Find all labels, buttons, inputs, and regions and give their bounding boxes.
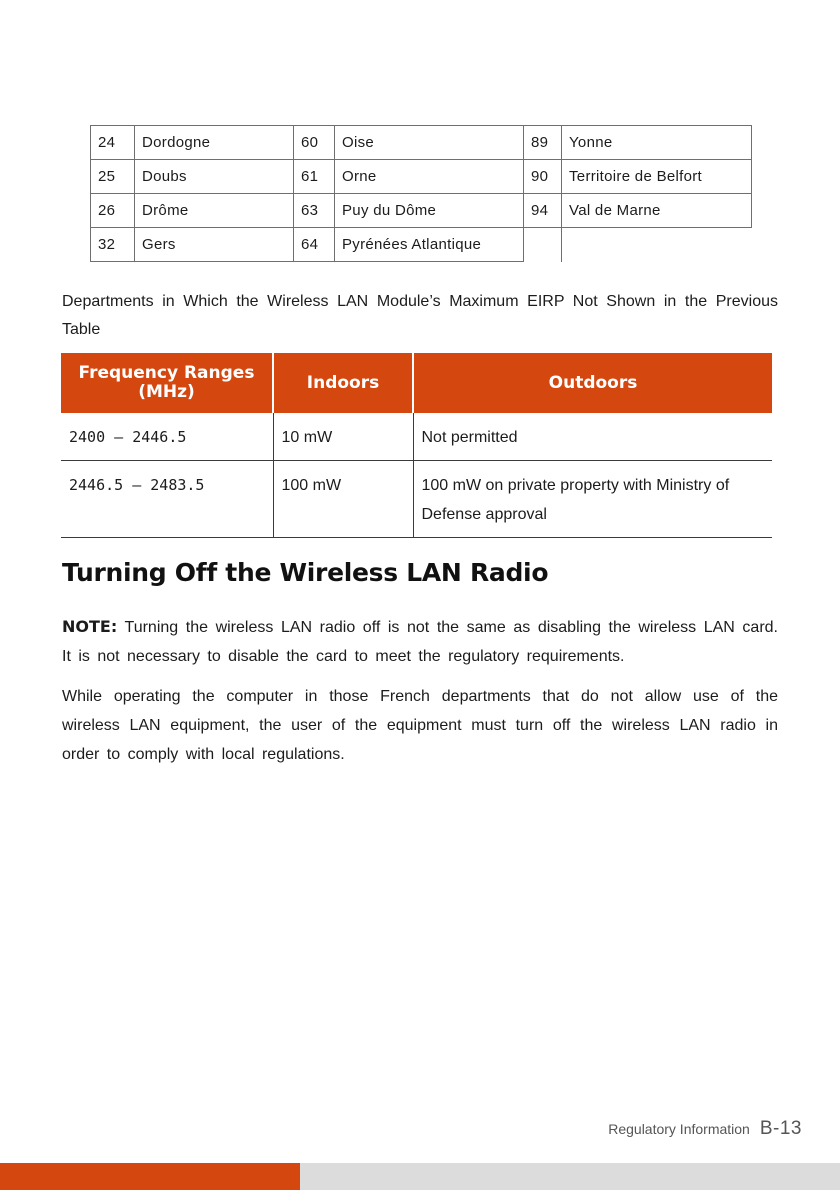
table-row [61,461,772,538]
header-outdoors: Outdoors [413,353,772,413]
department-code: 60 [294,126,335,160]
note-label: NOTE: [62,617,118,636]
footer-accent-bar [0,1163,300,1190]
table-row [91,126,752,160]
departments-table [90,125,752,262]
table-caption: Departments in Which the Wireless LAN Module’s Maximum EIRP Not Shown in the Previous Table [62,293,778,338]
frequency-cell: 2400 – 2446.5 [61,413,273,461]
department-code: 94 [524,194,562,228]
table-row [61,413,772,461]
header-frequency-line1: Frequency Ranges [78,363,255,383]
department-name: Doubs [135,160,294,194]
header-frequency-line2: (MHz) [138,382,195,402]
frequency-cell: 2446.5 – 2483.5 [61,461,273,538]
table-row [91,228,752,262]
table-row [91,194,752,228]
department-name: Yonne [562,126,752,160]
department-name: Gers [135,228,294,262]
department-name: Orne [335,160,524,194]
department-name: Pyrénées Atlantique [335,228,524,262]
department-code: 90 [524,160,562,194]
footer-gray-bar [300,1163,840,1190]
outdoors-cell: Not permitted [413,413,772,461]
header-indoors: Indoors [273,353,413,413]
section-heading: Turning Off the Wireless LAN Radio [62,558,549,587]
empty-cell [524,228,562,262]
department-code: 61 [294,160,335,194]
footer [608,1118,802,1140]
outdoors-cell: 100 mW on private property with Ministry of Defense approval [413,461,772,538]
department-name: Drôme [135,194,294,228]
department-code: 63 [294,194,335,228]
table-row [91,160,752,194]
department-code: 25 [91,160,135,194]
department-name: Dordogne [135,126,294,160]
body-paragraph: While operating the computer in those French departments that do not allow use of the wireless LAN equipment, the user of the equipment must turn off the wireless LAN radio in order to comply with local regulations. [62,688,778,763]
department-name: Val de Marne [562,194,752,228]
department-code: 89 [524,126,562,160]
header-frequency [61,353,273,413]
page-number: B-13 [759,1118,802,1139]
table-header-row [61,353,772,413]
indoors-cell: 10 mW [273,413,413,461]
department-name: Oise [335,126,524,160]
note-paragraph [62,612,778,671]
department-code: 32 [91,228,135,262]
department-code: 24 [91,126,135,160]
eirp-table [61,353,772,538]
department-name: Puy du Dôme [335,194,524,228]
department-code: 26 [91,194,135,228]
indoors-cell: 100 mW [273,461,413,538]
department-name: Territoire de Belfort [562,160,752,194]
note-text: Turning the wireless LAN radio off is not the same as disabling the wireless LAN card. It is not necessary to disable the card to meet the regulatory requirements. [62,619,778,665]
empty-cell [562,228,752,262]
department-code: 64 [294,228,335,262]
footer-label: Regulatory Information [608,1121,750,1137]
